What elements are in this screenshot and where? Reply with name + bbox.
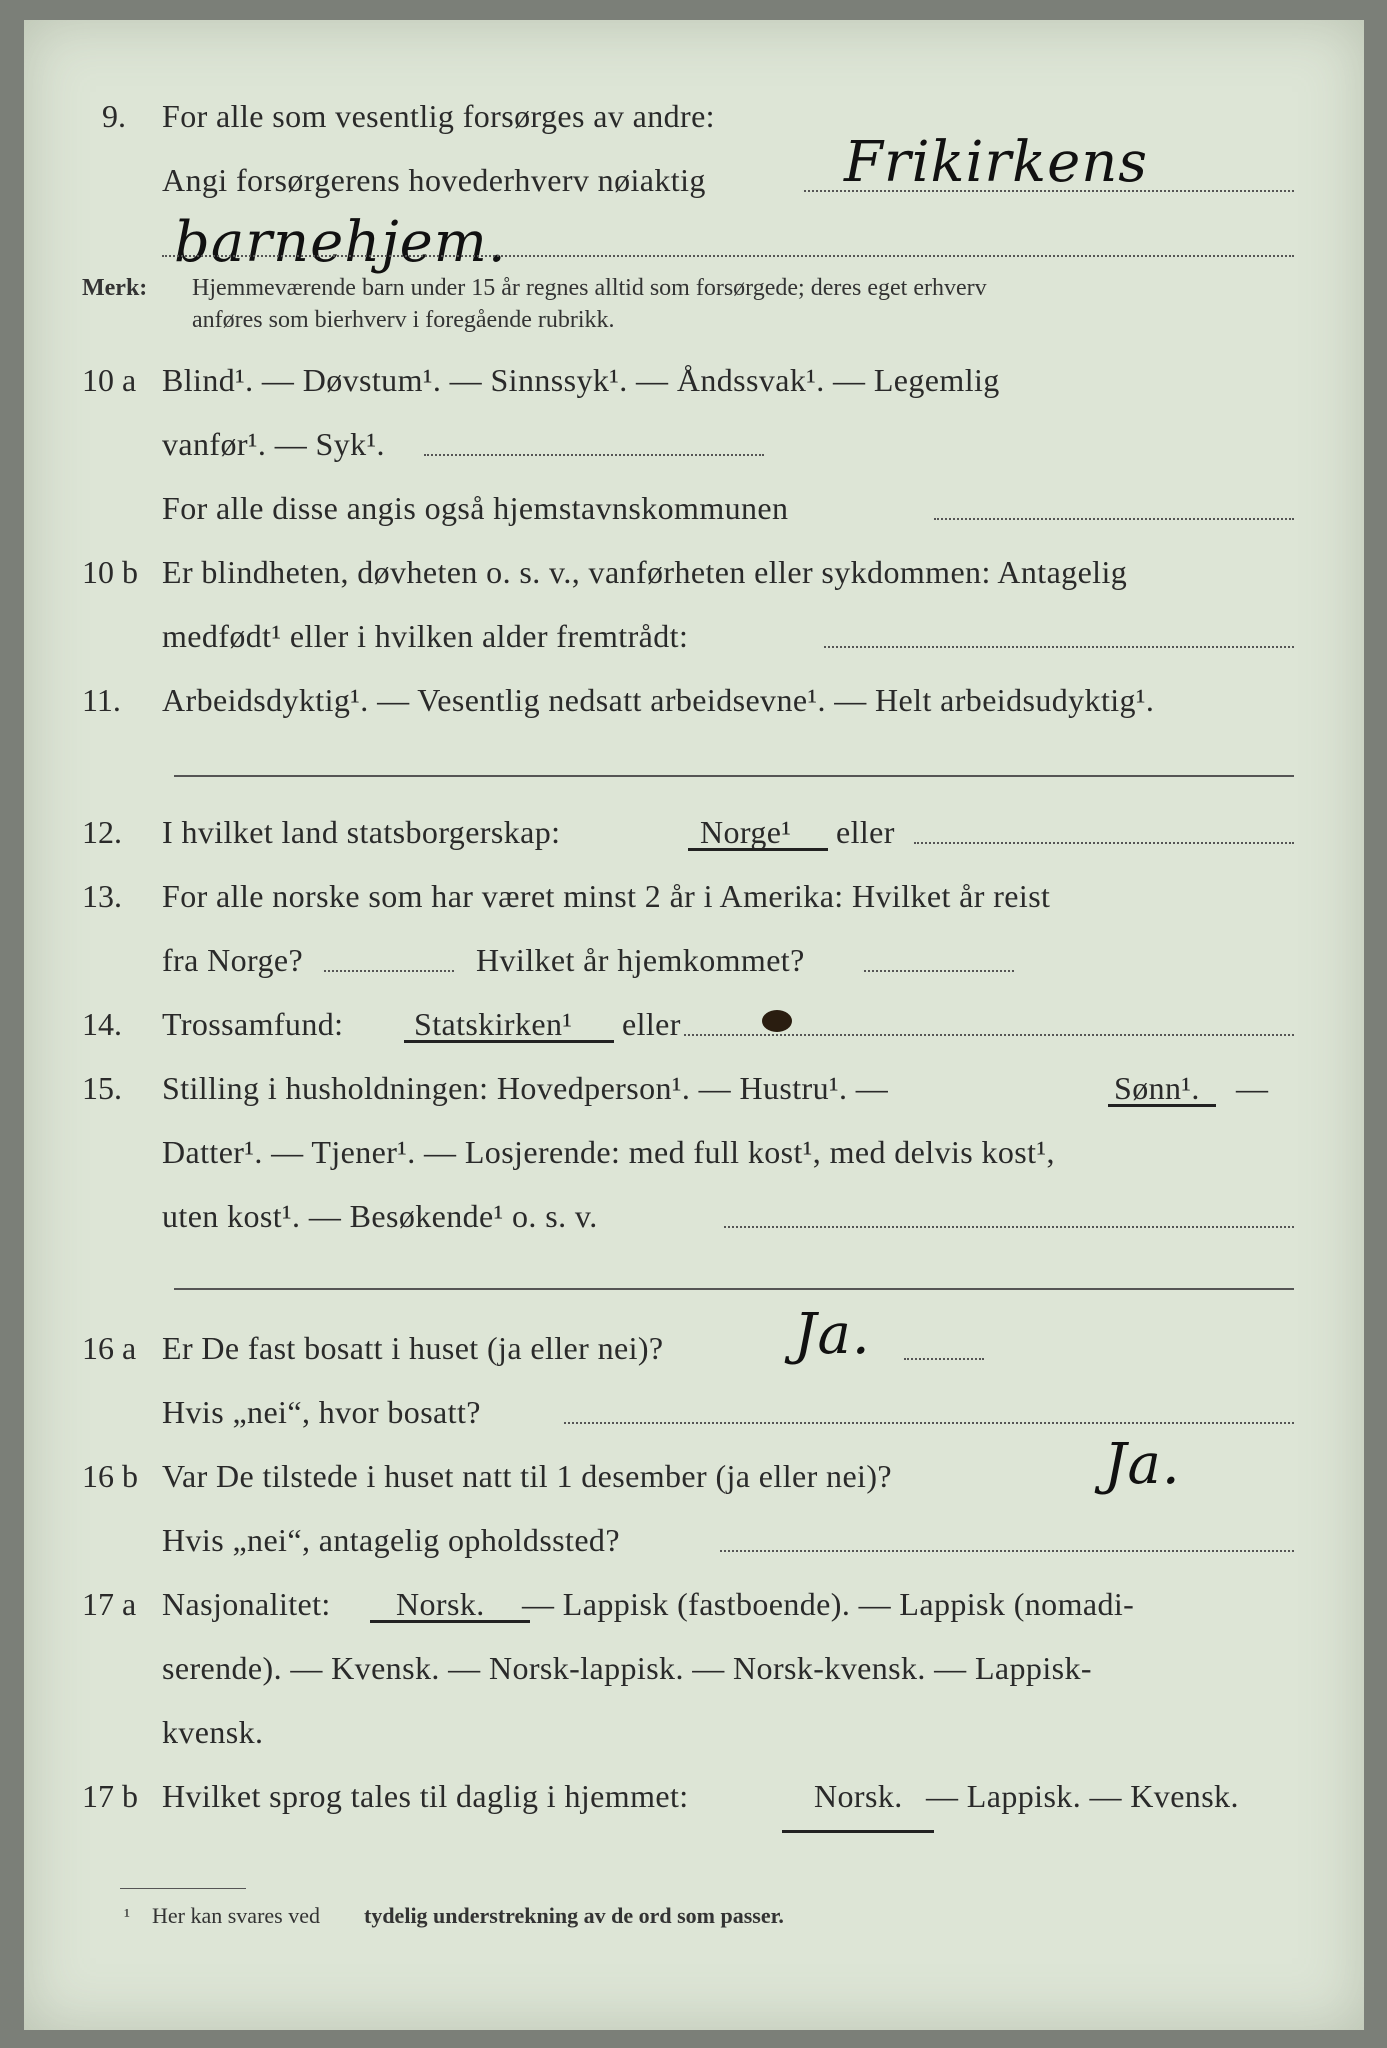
answer-line bbox=[424, 454, 764, 456]
underlined-option: Statskirken¹ bbox=[414, 1006, 573, 1042]
underlined-option: Norsk. bbox=[814, 1778, 903, 1814]
answer-underline bbox=[782, 1830, 934, 1833]
question-text: Hvis „nei“, antagelig opholdssted? bbox=[162, 1522, 620, 1558]
item-number: 14. bbox=[82, 1006, 122, 1042]
answer-line bbox=[904, 1358, 984, 1360]
question-text: Angi forsørgerens hovederhverv nøiaktig bbox=[162, 162, 706, 198]
item-number: 17 a bbox=[82, 1586, 137, 1622]
question-text: medfødt¹ eller i hvilken alder fremtrådt: bbox=[162, 618, 689, 654]
answer-line bbox=[720, 1550, 1294, 1552]
question-text: Trossamfund: bbox=[162, 1006, 344, 1042]
question-text: serende). — Kvensk. — Norsk-lappisk. — Norsk-kvensk. — Lappisk- bbox=[162, 1650, 1092, 1686]
answer-line bbox=[864, 970, 1014, 972]
footnote-text: Her kan svares ved bbox=[152, 1903, 320, 1928]
question-text: fra Norge? bbox=[162, 942, 304, 978]
handwritten-answer: barnehjem. bbox=[174, 210, 507, 275]
ink-blot bbox=[762, 1010, 792, 1032]
question-text: Er De fast bosatt i huset (ja eller nei)? bbox=[162, 1330, 664, 1366]
question-text: For alle disse angis også hjemstavnskommunen bbox=[162, 490, 789, 526]
note-text: anføres som bierhverv i foregående rubrikk. bbox=[192, 307, 615, 333]
question-text: I hvilket land statsborgerskap: bbox=[162, 814, 561, 850]
question-text: eller bbox=[622, 1006, 681, 1042]
answer-line bbox=[824, 646, 1294, 648]
note-text: Hjemmeværende barn under 15 år regnes alltid som forsørgede; deres eget erhverv bbox=[192, 275, 987, 301]
question-text: Var De tilstede i huset natt til 1 desember (ja eller nei)? bbox=[162, 1458, 893, 1494]
question-text: Hvilket sprog tales til daglig i hjemmet: bbox=[162, 1778, 689, 1814]
handwritten-answer: Ja. bbox=[1104, 1432, 1181, 1497]
question-text: Er blindheten, døvheten o. s. v., vanførheten eller sykdommen: Antagelig bbox=[162, 554, 1128, 590]
underlined-option: Norge¹ bbox=[700, 814, 792, 850]
answer-line bbox=[934, 518, 1294, 520]
item-number: 16 a bbox=[82, 1330, 137, 1366]
question-text: — bbox=[1236, 1070, 1269, 1106]
question-text: Hvilket år hjemkommet? bbox=[476, 942, 805, 978]
answer-line bbox=[324, 970, 454, 972]
underlined-option: Sønn¹. bbox=[1114, 1070, 1200, 1106]
handwritten-answer: Frikirkens bbox=[844, 130, 1149, 195]
question-text: Nasjonalitet: bbox=[162, 1586, 331, 1622]
item-number: 16 b bbox=[82, 1458, 138, 1494]
item-number: 11. bbox=[82, 682, 121, 718]
footnote-separator bbox=[120, 1888, 246, 1889]
answer-line bbox=[684, 1034, 1294, 1036]
item-number: 17 b bbox=[82, 1778, 138, 1814]
footnote-mark: ¹ bbox=[124, 1905, 130, 1927]
item-number: 15. bbox=[82, 1070, 122, 1106]
item-number: 9. bbox=[102, 98, 126, 134]
answer-line bbox=[724, 1226, 1294, 1228]
item-number: 10 b bbox=[82, 554, 138, 590]
item-number: 13. bbox=[82, 878, 122, 914]
question-text: Arbeidsdyktig¹. — Vesentlig nedsatt arbeidsevne¹. — Helt arbeidsudyktig¹. bbox=[162, 682, 1155, 718]
answer-line bbox=[174, 775, 1294, 777]
question-text: Hvis „nei“, hvor bosatt? bbox=[162, 1394, 481, 1430]
question-text: For alle norske som har været minst 2 år i Amerika: Hvilket år reist bbox=[162, 878, 1051, 914]
note-label: Merk: bbox=[82, 275, 148, 301]
answer-underline bbox=[404, 1040, 614, 1043]
answer-line bbox=[564, 1422, 1294, 1424]
item-number: 10 a bbox=[82, 362, 137, 398]
item-number: 12. bbox=[82, 814, 122, 850]
answer-underline bbox=[370, 1620, 530, 1623]
answer-underline bbox=[1108, 1104, 1216, 1107]
footnote-emphasis: tydelig understrekning av de ord som passer. bbox=[364, 1903, 784, 1928]
answer-line bbox=[914, 842, 1294, 844]
question-text: Stilling i husholdningen: Hovedperson¹. — Hustru¹. — bbox=[162, 1070, 889, 1106]
question-text: kvensk. bbox=[162, 1714, 264, 1750]
answer-line bbox=[174, 1288, 1294, 1290]
handwritten-answer: Ja. bbox=[794, 1302, 871, 1367]
question-text: For alle som vesentlig forsørges av andre: bbox=[162, 98, 715, 134]
answer-underline bbox=[688, 848, 828, 851]
question-text: uten kost¹. — Besøkende¹ o. s. v. bbox=[162, 1198, 598, 1234]
question-text: eller bbox=[836, 814, 895, 850]
census-form-page bbox=[24, 20, 1364, 2030]
question-text: — Lappisk. — Kvensk. bbox=[926, 1778, 1239, 1814]
question-text: Blind¹. — Døvstum¹. — Sinnssyk¹. — Åndssvak¹. — Legemlig bbox=[162, 362, 1000, 398]
question-text: — Lappisk (fastboende). — Lappisk (nomadi- bbox=[522, 1586, 1135, 1622]
question-text: vanfør¹. — Syk¹. bbox=[162, 426, 385, 462]
answer-line bbox=[162, 255, 1294, 257]
underlined-option: Norsk. bbox=[396, 1586, 485, 1622]
question-text: Datter¹. — Tjener¹. — Losjerende: med full kost¹, med delvis kost¹, bbox=[162, 1134, 1055, 1170]
